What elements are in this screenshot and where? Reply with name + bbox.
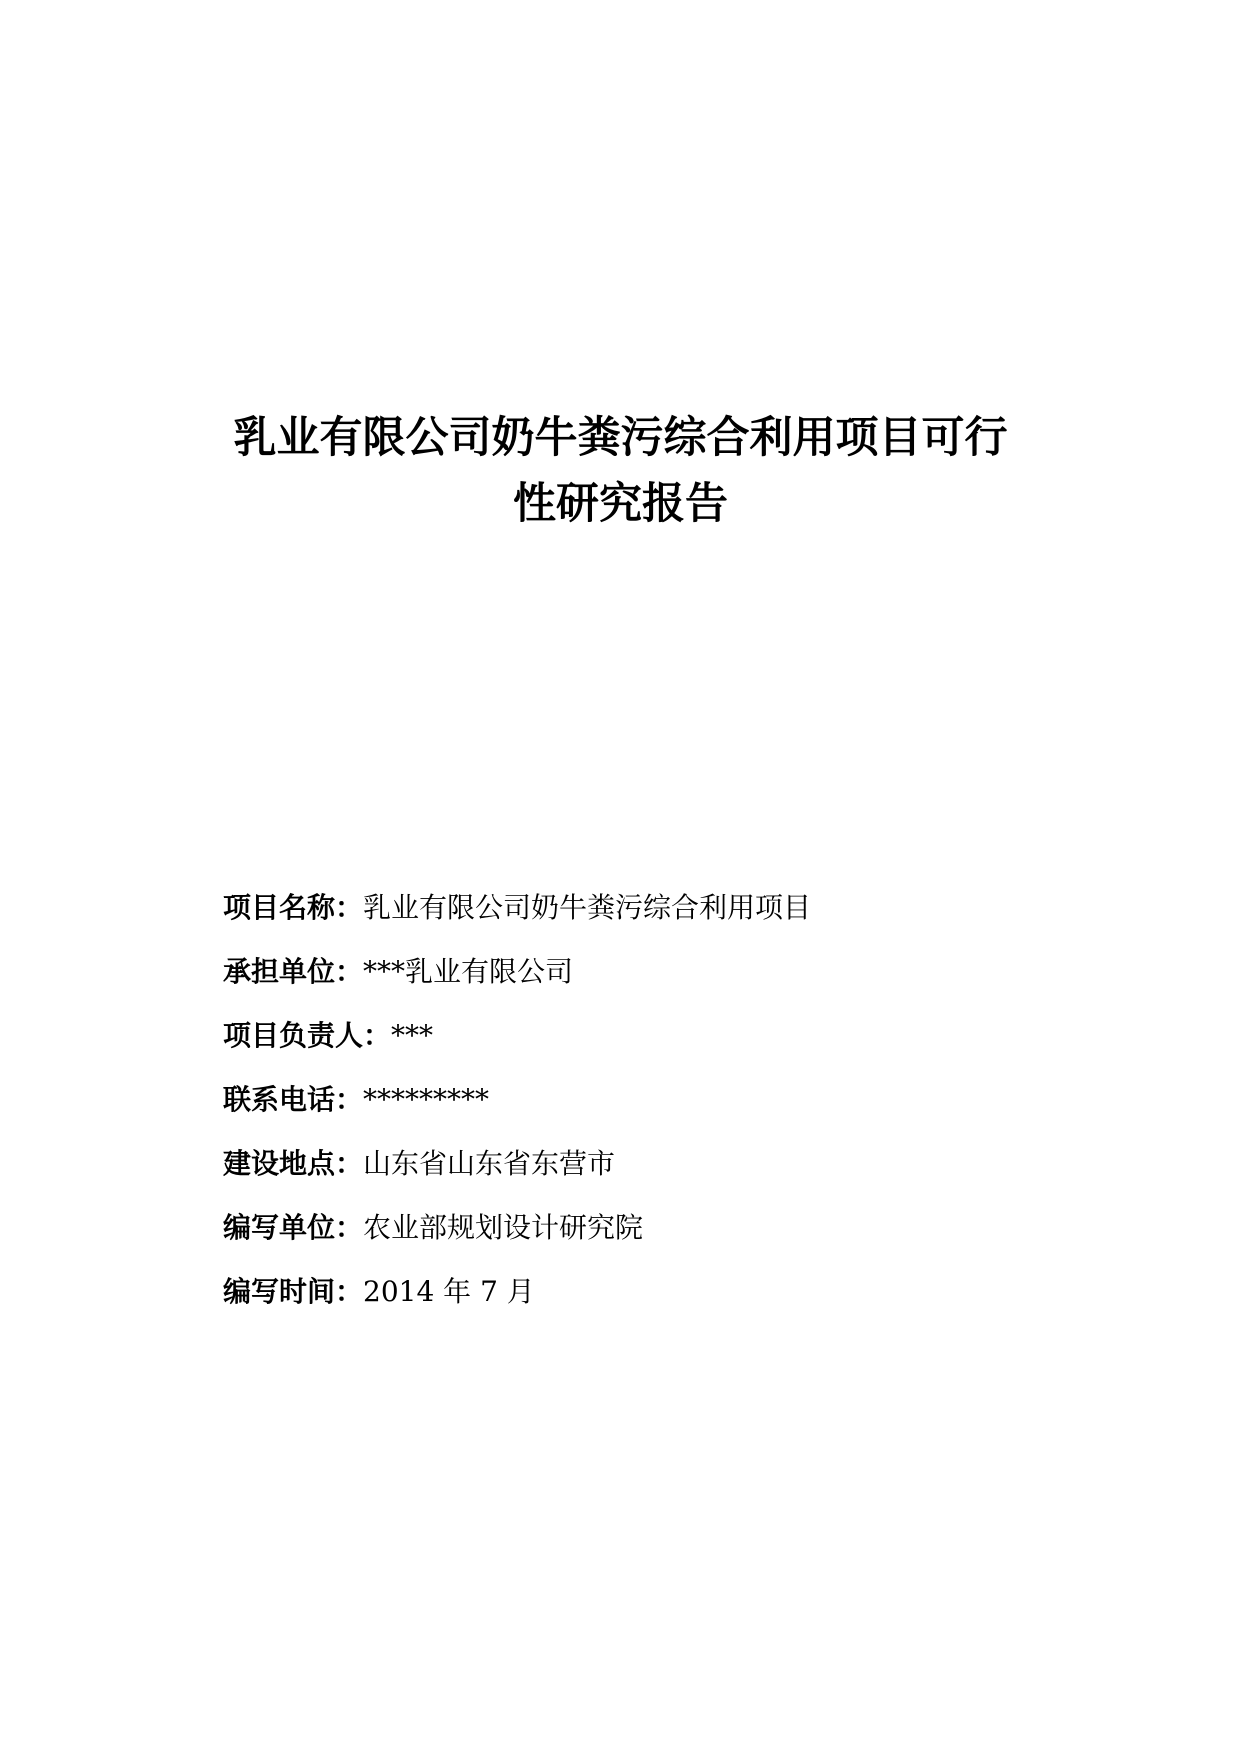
info-row-construction-site <box>223 1132 1123 1196</box>
info-label: 联系电话： <box>223 1083 364 1116</box>
info-row-compiling-unit <box>223 1196 1123 1260</box>
info-row-project-leader <box>223 1004 1123 1068</box>
info-label: 编写时间： <box>223 1275 364 1308</box>
info-value: 2014 年 7 月 <box>363 1275 535 1308</box>
info-label: 编写单位： <box>223 1211 364 1244</box>
info-label: 项目名称： <box>223 891 364 924</box>
info-row-contact-phone <box>223 1068 1123 1132</box>
info-row-compiling-date <box>223 1260 1123 1324</box>
info-value: 农业部规划设计研究院 <box>363 1211 644 1244</box>
report-title-line-1: 乳业有限公司奶牛粪污综合利用项目可行 <box>233 413 1008 463</box>
info-value: 乳业有限公司奶牛粪污综合利用项目 <box>363 891 812 924</box>
info-label: 项目负责人： <box>223 1019 392 1052</box>
project-info <box>223 876 1123 1324</box>
info-value: *** <box>391 1019 434 1052</box>
info-row-project-name <box>223 876 1123 940</box>
info-label: 承担单位： <box>223 955 364 988</box>
info-value: ***乳业有限公司 <box>363 955 574 988</box>
info-label: 建设地点： <box>223 1147 364 1180</box>
report-title <box>120 405 1121 537</box>
report-title-line-2: 性研究报告 <box>513 479 728 529</box>
info-value: ********* <box>363 1083 490 1116</box>
info-row-undertaking-unit <box>223 940 1123 1004</box>
info-value: 山东省山东省东营市 <box>363 1147 616 1180</box>
